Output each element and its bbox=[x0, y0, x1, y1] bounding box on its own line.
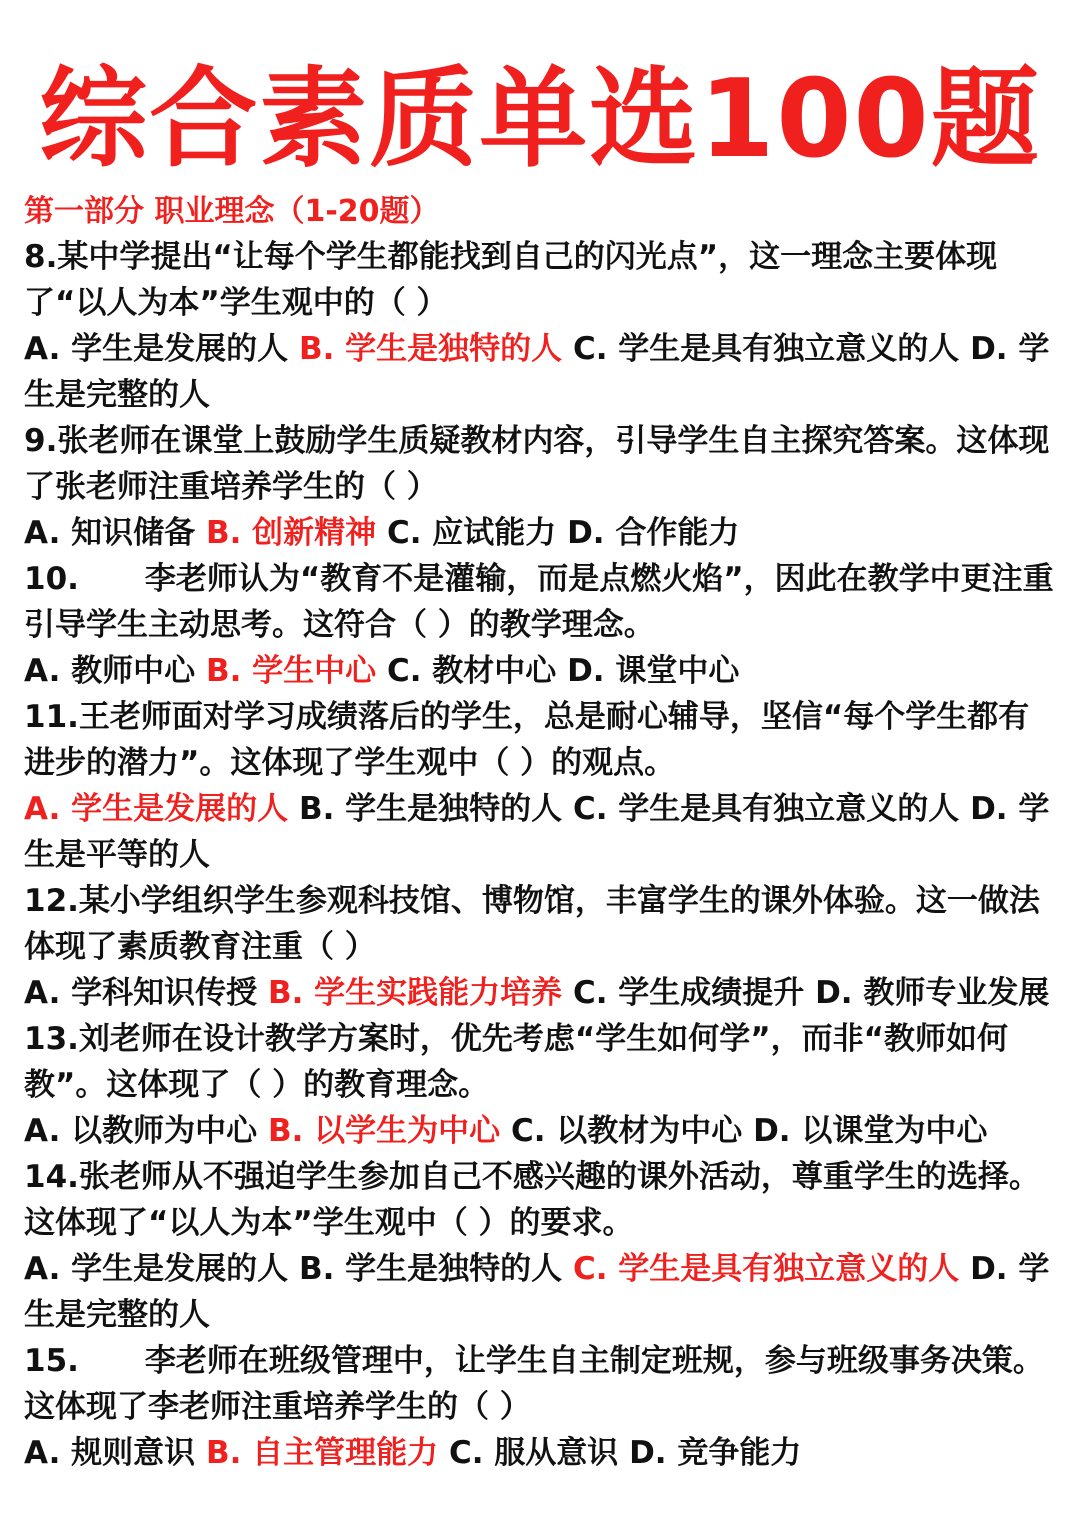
option-a: A. 学科知识传授 bbox=[24, 975, 258, 1011]
option-c-correct: C. 学生是具有独立意义的人 bbox=[572, 1251, 960, 1287]
option-d: D. 以课堂为中心 bbox=[753, 1113, 988, 1149]
option-d: D. 学生是完整的人 bbox=[24, 331, 1050, 413]
option-b-correct: B. 学生是独特的人 bbox=[298, 331, 563, 367]
question-number: 13. bbox=[24, 1021, 79, 1057]
question-10-options bbox=[24, 648, 1056, 694]
question-8-options bbox=[24, 326, 1056, 418]
question-number: 10. bbox=[24, 561, 79, 597]
option-d: D. 学生是平等的人 bbox=[24, 791, 1050, 873]
option-b-correct: B. 创新精神 bbox=[205, 515, 377, 551]
option-c: C. 教材中心 bbox=[386, 653, 557, 689]
question-number: 15. bbox=[24, 1343, 79, 1379]
question-number: 14. bbox=[24, 1159, 79, 1195]
question-9-options bbox=[24, 510, 1056, 556]
question-12-options bbox=[24, 970, 1056, 1016]
question-13-options bbox=[24, 1108, 1056, 1154]
question-14-options bbox=[24, 1246, 1056, 1338]
option-c: C. 学生成绩提升 bbox=[572, 975, 805, 1011]
option-c: C. 服从意识 bbox=[448, 1435, 619, 1471]
question-number: 11. bbox=[24, 699, 79, 735]
page-title: 综合素质单选100题 bbox=[39, 57, 1041, 182]
option-a: A. 规则意识 bbox=[24, 1435, 196, 1471]
option-b-correct: B. 学生中心 bbox=[205, 653, 377, 689]
option-d: D. 课堂中心 bbox=[567, 653, 740, 689]
option-a: A. 学生是发展的人 bbox=[24, 331, 289, 367]
question-number: 9. bbox=[24, 423, 58, 459]
section-heading: 第一部分 职业理念（1-20题） bbox=[24, 194, 440, 229]
option-c: C. 学生是具有独立意义的人 bbox=[572, 791, 960, 827]
question-text: 李老师在班级管理中，让学生自主制定班规，参与班级事务决策。这体现了李老师注重培养学生的（ ） bbox=[24, 1343, 1044, 1425]
question-list bbox=[24, 234, 1056, 1476]
question-number: 12. bbox=[24, 883, 79, 919]
option-a: A. 教师中心 bbox=[24, 653, 196, 689]
option-b: B. 学生是独特的人 bbox=[298, 791, 563, 827]
question-text: 刘老师在设计教学方案时，优先考虑“学生如何学”，而非“教师如何教”。这体现了（ ）的教育理念。 bbox=[24, 1021, 1009, 1103]
option-b-correct: B. 以学生为中心 bbox=[267, 1113, 501, 1149]
question-text: 张老师从不强迫学生参加自己不感兴趣的课外活动，尊重学生的选择。这体现了“以人为本”学生观中（ ）的要求。 bbox=[24, 1159, 1040, 1241]
option-d: D. 教师专业发展 bbox=[815, 975, 1050, 1011]
option-b: B. 学生是独特的人 bbox=[298, 1251, 563, 1287]
question-text: 张老师在课堂上鼓励学生质疑教材内容，引导学生自主探究答案。这体现了张老师注重培养学生的（ ） bbox=[24, 423, 1050, 505]
question-11 bbox=[24, 694, 1056, 786]
question-11-options bbox=[24, 786, 1056, 878]
question-text: 李老师认为“教育不是灌输，而是点燃火焰”，因此在教学中更注重引导学生主动思考。这符合（ ）的教学理念。 bbox=[24, 561, 1054, 643]
option-a: A. 学生是发展的人 bbox=[24, 1251, 289, 1287]
option-d: D. 竞争能力 bbox=[629, 1435, 802, 1471]
option-c: C. 应试能力 bbox=[386, 515, 557, 551]
option-c: C. 学生是具有独立意义的人 bbox=[572, 331, 960, 367]
option-d: D. 学生是完整的人 bbox=[24, 1251, 1050, 1333]
question-10 bbox=[24, 556, 1056, 648]
question-8 bbox=[24, 234, 1056, 326]
question-14 bbox=[24, 1154, 1056, 1246]
question-9 bbox=[24, 418, 1056, 510]
question-15 bbox=[24, 1338, 1056, 1430]
question-15-options bbox=[24, 1430, 1056, 1476]
question-text: 某小学组织学生参观科技馆、博物馆，丰富学生的课外体验。这一做法体现了素质教育注重（ ） bbox=[24, 883, 1040, 965]
option-a: A. 以教师为中心 bbox=[24, 1113, 258, 1149]
option-a-correct: A. 学生是发展的人 bbox=[24, 791, 289, 827]
question-number: 8. bbox=[24, 239, 58, 275]
option-b-correct: B. 学生实践能力培养 bbox=[267, 975, 563, 1011]
question-13 bbox=[24, 1016, 1056, 1108]
question-text: 王老师面对学习成绩落后的学生，总是耐心辅导，坚信“每个学生都有进步的潜力”。这体现了学生观中（ ）的观点。 bbox=[24, 699, 1030, 781]
option-d: D. 合作能力 bbox=[567, 515, 740, 551]
question-text: 某中学提出“让每个学生都能找到自己的闪光点”，这一理念主要体现了“以人为本”学生观中的（ ） bbox=[24, 239, 998, 321]
option-c: C. 以教材为中心 bbox=[510, 1113, 743, 1149]
question-12 bbox=[24, 878, 1056, 970]
option-b-correct: B. 自主管理能力 bbox=[205, 1435, 439, 1471]
option-a: A. 知识储备 bbox=[24, 515, 196, 551]
